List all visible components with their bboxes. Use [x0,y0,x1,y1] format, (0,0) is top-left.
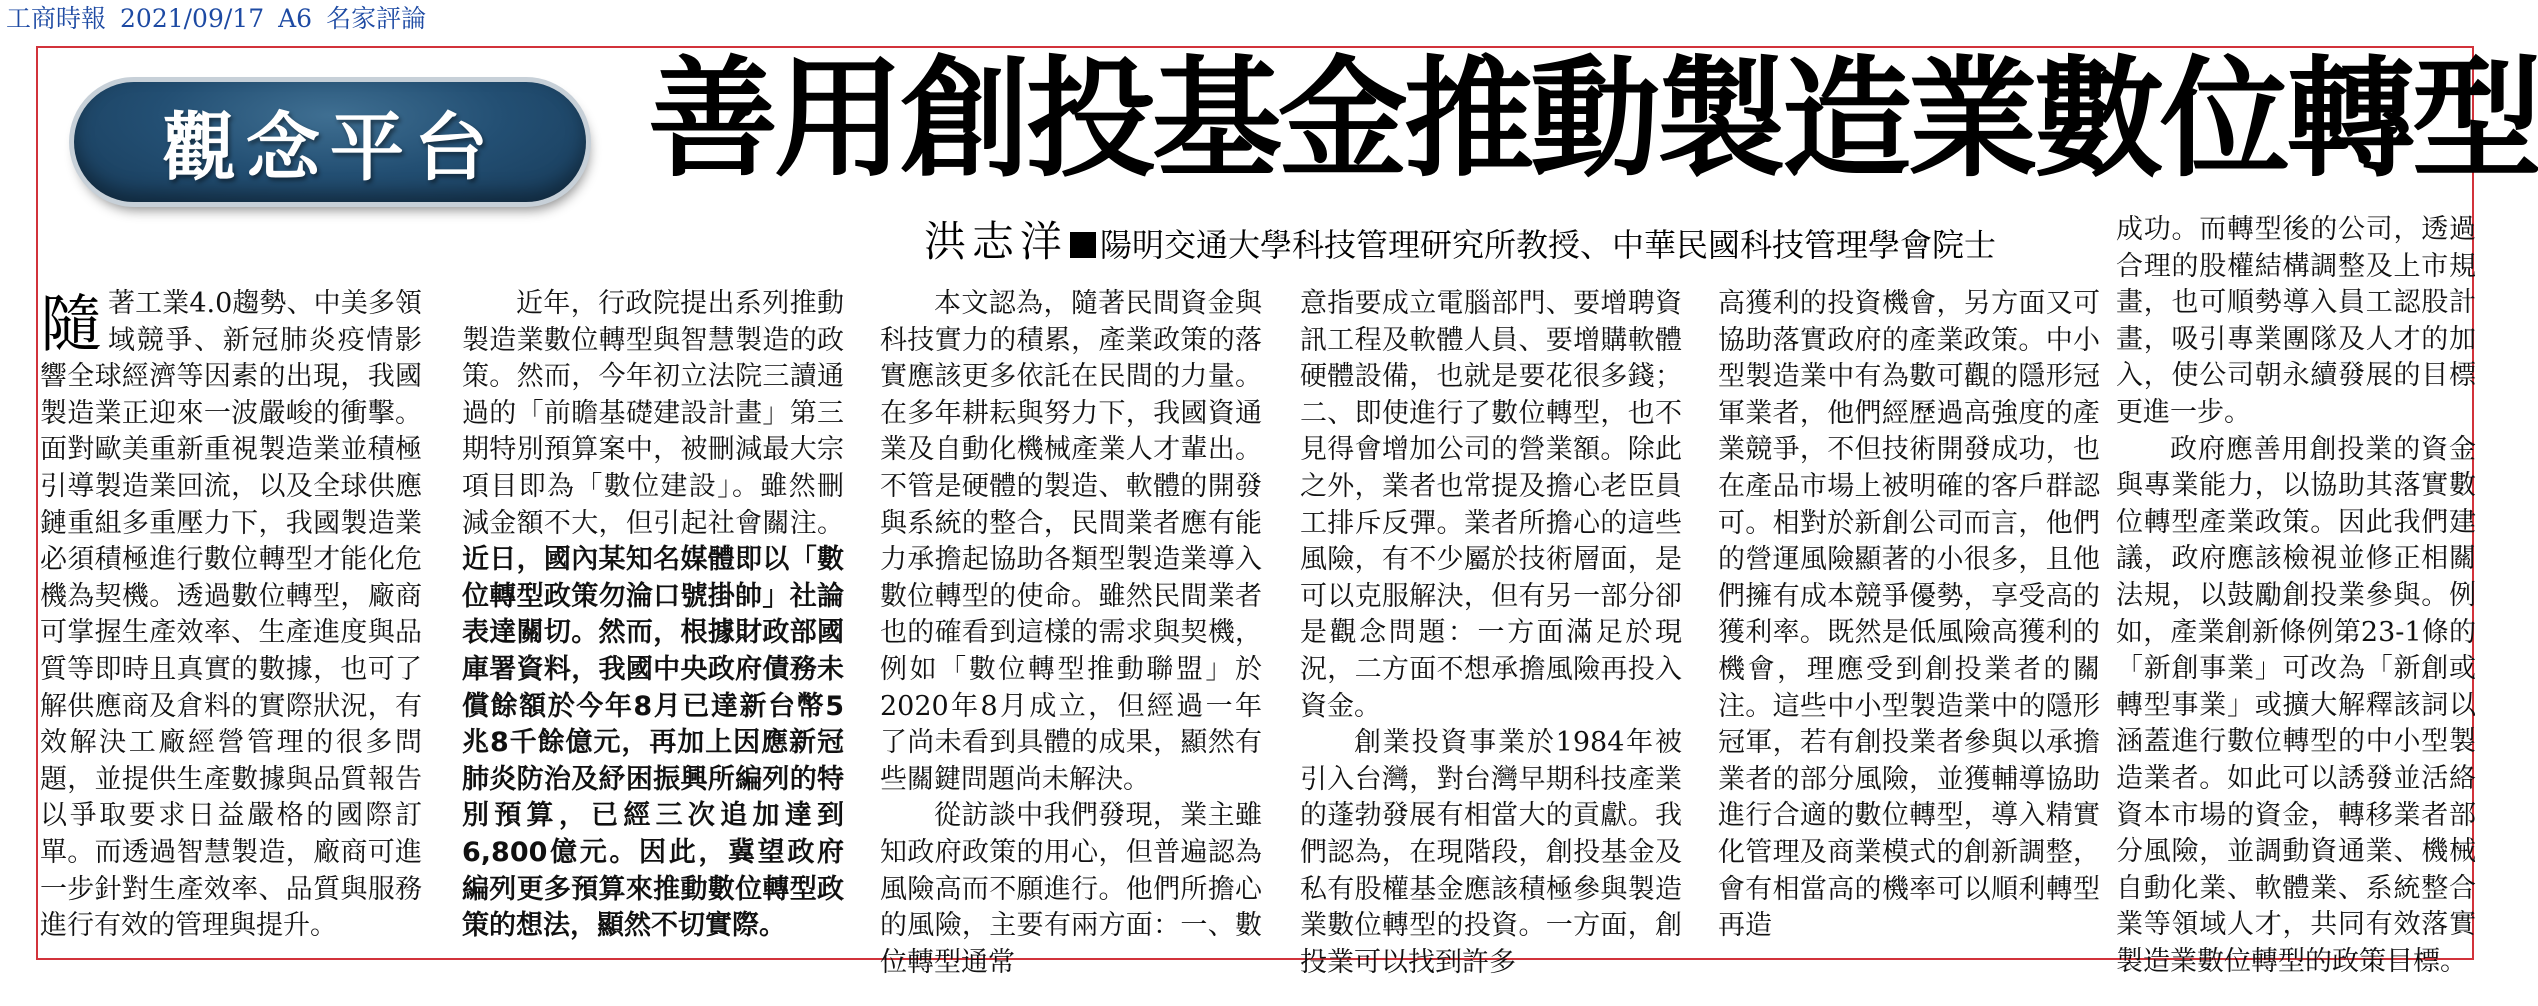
newspaper-name: 工商時報 [6,4,107,33]
paragraph-text: 近年，行政院提出系列推動製造業數位轉型與智慧製造的政策。然而，今年初立法院三讀通過的「前瞻基礎建設計畫」第三期特別預算案中，被刪減最大宗項目即為「數位建設」。雖然刪減金額不大，但引起社會關注。 [462,288,844,539]
column-badge-label: 觀念平台 [162,105,498,191]
paragraph [880,286,1262,798]
article-headline: 善用創投基金推動製造業數位轉型 [648,43,2538,195]
square-bullet-icon [1070,232,1096,258]
paragraph-text: 從訪談中我們發現，業主雖知政府政策的用心，但普遍認為風險高而不願進行。他們所擔心的風險，主要有兩方面：一、數位轉型通常 [880,800,1262,978]
author-name: 洪志洋 [924,217,1069,266]
paragraph-text: 意指要成立電腦部門、要增聘資訊工程及軟體人員、要增購軟體硬體設備，也就是要花很多錢；二、即使進行了數位轉型，也不見得會增加公司的營業額。除此之外，業者也常提及擔心老臣員工排斥反彈。業者所擔心的這些風險，有不少屬於技術層面，是可以克服解決，但有另一部分卻是觀念問題：一方面滿足於現況，二方面不想承擔風險再投入資金。 [1300,288,1682,722]
drop-cap: 隨 [40,287,103,360]
paragraph [1300,286,1682,725]
paragraph [1300,725,1682,981]
paragraph [880,798,1262,981]
page-number: A6 [278,4,313,33]
paragraph [40,286,422,945]
article-column-2 [462,286,844,956]
byline [924,212,1996,272]
column-badge [74,82,586,202]
publish-date: 2021/09/17 [120,4,265,33]
article-column-5 [1718,286,2100,956]
paragraph-text: 本文認為，隨著民間資金與科技實力的積累，產業政策的落實應該更多依託在民間的力量。在多年耕耘與努力下，我國資通業及自動化機械產業人才輩出。不管是硬體的製造、軟體的開發與系統的整合，民間業者應有能力承擔起協助各類型製造業導入數位轉型的使命。雖然民間業者也的確看到這樣的需求與契機，例如「數位轉型推動聯盟」於2020年8月成立，但經過一年了尚未看到具體的成果，顯然有些關鍵問題尚未解決。 [880,288,1262,795]
author-title: 陽明交通大學科技管理研究所教授、中華民國科技管理學會院士 [1100,226,1997,264]
article-column-3 [880,286,1262,978]
paragraph [2116,212,2476,432]
bold-paragraph-text: 近日，國內某知名媒體即以「數位轉型政策勿淪口號掛帥」社論表達關切。然而，根據財政部國庫署資料，我國中央政府債務未償餘額於今年8月已達新台幣5兆8千餘億元，再加上因應新冠肺炎防治及紓困振興所編列的特別預算，已經三次追加達到6,800億元。因此，冀望政府編列更多預算來推動數位轉型政策的想法，顯然不切實際。 [462,544,844,942]
paragraph-text: 著工業4.0趨勢、中美多領域競爭、新冠肺炎疫情影響全球經濟等因素的出現，我國製造業正迎來一波嚴峻的衝擊。面對歐美重新重視製造業並積極引導製造業回流，以及全球供應鏈重組多重壓力下，我國製造業必須積極進行數位轉型才能化危機為契機。透過數位轉型，廠商可掌握生產效率、生產進度與品質等即時且真實的數據，也可了解供應商及倉料的實際狀況，有效解決工廠經營管理的很多問題，並提供生產數據與品質報告以爭取要求日益嚴格的國際訂單。而透過智慧製造，廠商可進一步針對生產效率、品質與服務進行有效的管理與提升。 [40,288,422,942]
paragraph [1718,286,2100,945]
paragraph-text: 成功。而轉型後的公司，透過合理的股權結構調整及上市規畫，也可順勢導入員工認股計畫，吸引專業團隊及人才的加入，使公司朝永續發展的目標更進一步。 [2116,214,2476,428]
paragraph-text: 政府應善用創投業的資金與專業能力，以協助其落實數位轉型產業政策。因此我們建議，政府應該檢視並修正相關法規，以鼓勵創投業參與。例如，產業創新條例第23-1條的「新創事業」可改為「新創或轉型事業」或擴大解釋該詞以涵蓋進行數位轉型的中小型製造業者。如此可以誘發並活絡資本市場的資金，轉移業者部分風險，並調動資通業、機械自動化業、軟體業、系統整合業等領域人才，共同有效落實製造業數位轉型的政策目標。 [2116,433,2476,977]
article-column-4 [1300,286,1682,978]
article-column-6 [2116,212,2476,977]
article-column-1 [40,286,422,956]
paragraph-text: 高獲利的投資機會，另方面又可協助落實政府的產業政策。中小型製造業中有為數可觀的隱形冠軍業者，他們經歷過高強度的產業競爭，不但技術開發成功，也在產品市場上被明確的客戶群認可。相對於新創公司而言，他們的營運風險顯著的小很多，且他們擁有成本競爭優勢，享受高的獲利率。既然是低風險高獲利的機會，理應受到創投業者的關注。這些中小型製造業中的隱形冠軍，若有創投業者參與以承擔業者的部分風險，並獲輔導協助進行合適的數位轉型，導入精實化管理及商業模式的創新調整，會有相當高的機率可以順利轉型再造 [1718,288,2100,942]
section-name: 名家評論 [326,4,427,33]
paragraph-text: 創業投資事業於1984年被引入台灣，對台灣早期科技產業的蓬勃發展有相當大的貢獻。我們認為，在現階段，創投基金及私有股權基金應該積極參與製造業數位轉型的投資。一方面，創投業可以找到許多 [1300,727,1682,978]
paragraph [462,286,844,945]
newspaper-header [6,4,440,34]
paragraph [2116,432,2476,981]
